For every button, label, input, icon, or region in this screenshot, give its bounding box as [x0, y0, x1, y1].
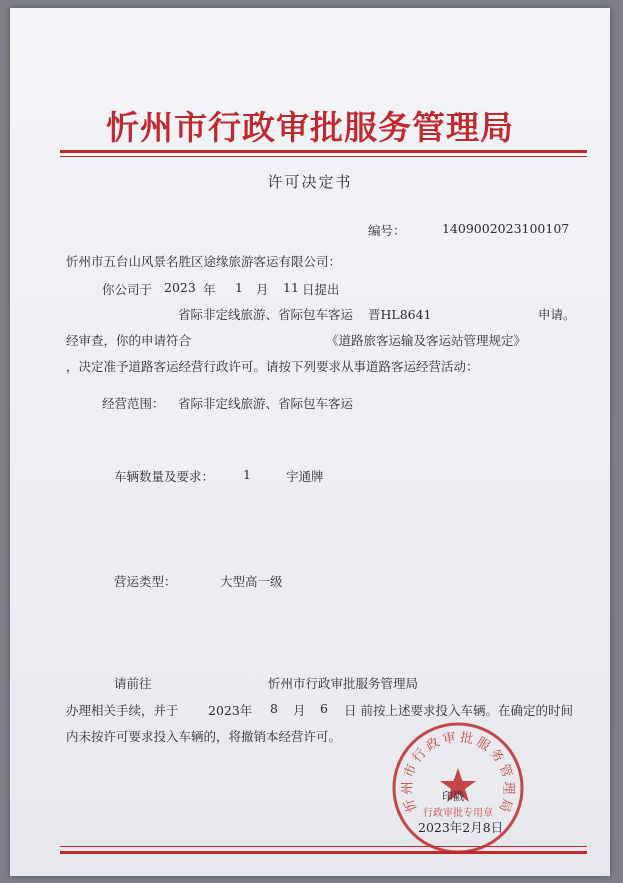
seal-bottom-text: 行政审批专用章 [423, 808, 493, 819]
type-value: 大型高一级 [220, 574, 283, 589]
seal-date: 2023年2月8日 [418, 820, 504, 835]
scope-label: 经营范围： [102, 396, 165, 411]
p1-suffix: 日提出 [302, 282, 340, 297]
p1-month: 1 [235, 280, 243, 295]
p2-apply: 申请。 [538, 307, 576, 322]
p3-prefix: 经审查，你的申请符合 [66, 333, 192, 348]
office-title: 忻州市行政审批服务管理局 [106, 108, 514, 147]
p4-decision: ，决定准予道路客运经营行政许可。请按下列要求从事道路客运经营活动： [66, 359, 479, 374]
p1-month-unit: 月 [256, 282, 269, 297]
seal-ring-char: 州 [400, 781, 416, 795]
p1-year-unit: 年 [203, 282, 216, 297]
p2-items: 省际非定线旅游、省际包车客运 [178, 307, 354, 322]
scope-value: 省际非定线旅游、省际包车客运 [178, 396, 354, 411]
seal-ring-char: 局 [495, 796, 515, 814]
seal-ring-char: 服 [473, 734, 493, 755]
proc-line2: 内未按许可要求投入车辆的，将撤销本经营许可。 [66, 729, 342, 744]
proc-suffix: 日 前按上述要求投入车辆。在确定的时间 [344, 703, 573, 718]
proc-prefix: 办理相关手续，并于 [66, 703, 179, 718]
vehicle-brand: 宇通牌 [286, 469, 324, 484]
number-value: 1409002023100107 [442, 221, 570, 236]
seal-ring-char: 审 [441, 730, 458, 748]
seal-ring-char: 行 [409, 746, 430, 766]
proc-month: 8 [270, 701, 278, 716]
document-title: 许可决定书 [267, 173, 353, 191]
permit-document [10, 8, 610, 876]
seal-ring-char: 批 [458, 730, 475, 748]
seal-ring-char: 理 [500, 781, 516, 795]
seal-ring-char: 市 [401, 762, 421, 780]
addressee: 忻州市五台山风景名胜区途缘旅游客运有限公司： [66, 254, 342, 269]
header-rule-thick [60, 150, 587, 153]
p1-year: 2023 [164, 280, 196, 295]
type-label: 营运类型： [114, 574, 177, 589]
footer-rule-thick [60, 851, 587, 854]
seal-ring-char: 政 [423, 734, 443, 755]
p1-prefix: 你公司于 [102, 282, 153, 297]
proc-month-unit: 月 [293, 703, 306, 718]
goto-label: 请前往 [114, 676, 152, 691]
vehicle-label: 车辆数量及要求： [114, 469, 215, 484]
proc-year: 2023年 [208, 703, 253, 718]
seal-ring-char: 忻 [401, 796, 421, 814]
p1-day: 11 [283, 280, 299, 295]
goto-value: 忻州市行政审批服务管理局 [268, 676, 419, 691]
footer-rule-thin [60, 846, 587, 847]
header-rule-thin [60, 156, 587, 157]
seal-ring-char: 管 [495, 762, 515, 780]
proc-day: 6 [320, 701, 328, 716]
number-label: 编号： [368, 223, 406, 238]
p3-regulation: 《道路旅客运输及客运站管理规定》 [326, 333, 527, 348]
seal-center-text: 印戳 [442, 790, 464, 803]
p2-plate: 晋HL8641 [368, 307, 432, 322]
vehicle-count: 1 [243, 467, 251, 482]
seal-ring-char: 务 [486, 746, 507, 766]
